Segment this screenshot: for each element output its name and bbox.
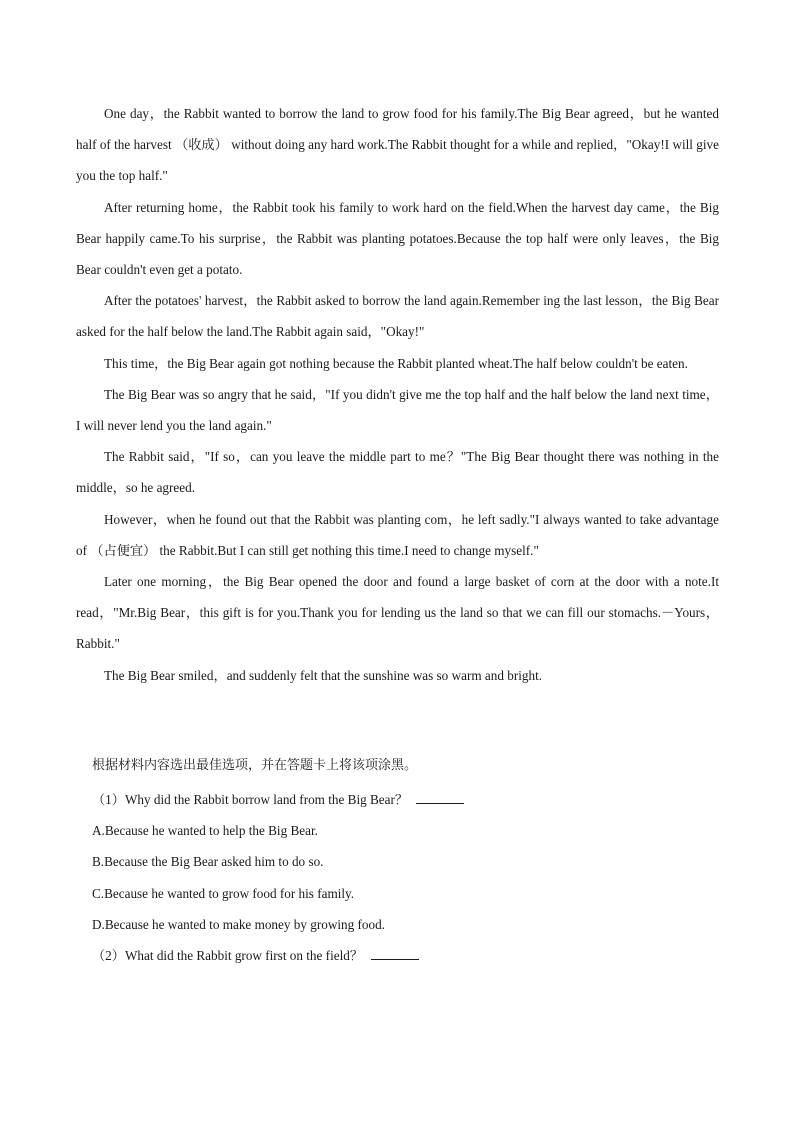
passage-paragraph-5: The Big Bear was so angry that he said，"If you didn't give me the top half and the half below the land next time，I will never lend you the land again." [76, 386, 719, 434]
question-instruction: 根据材料内容选出最佳选项，并在答题卡上将该项涂黑。 [92, 758, 418, 773]
question-1 [92, 784, 712, 815]
passage-paragraph-8: Later one morning，the Big Bear opened the door and found a large basket of corn at the door with a note.It read，"Mr.Big Bear，this gift is for you.Thank you for lending us the land so that we can fill our stomachs.－Yours，Rabbit." [76, 574, 719, 652]
reading-passage [76, 98, 719, 691]
question-1-option-a[interactable]: A.Because he wanted to help the Big Bear. [92, 823, 318, 839]
passage-paragraph-7: However，when he found out that the Rabbit was planting com，he left sadly."I always wanted to take advantage of （占便宜） the Rabbit.But I can still get nothing this time.I need to change myself." [76, 511, 719, 558]
passage-paragraph-6: The Rabbit said，"If so，can you leave the middle part to me？"The Big Bear thought there was nothing in the middle，so he agreed. [76, 449, 719, 496]
question-1-stem: （1）Why did the Rabbit borrow land from the Big Bear？ [92, 792, 409, 807]
passage-paragraph-4: This time，the Big Bear again got nothing because the Rabbit planted wheat.The half below couldn't be eaten. [104, 355, 688, 371]
passage-paragraph-1: One day，the Rabbit wanted to borrow the land to grow food for his family.The Big Bear agreed，but he wanted half of the harvest （收成） without doing any hard work.The Rabbit thought for a while and replied，"Okay!I will give you the top half." [76, 106, 719, 184]
passage-paragraph-3: After the potatoes' harvest，the Rabbit asked to borrow the land again.Remember ing the last lesson，the Big Bear asked for the half below the land.The Rabbit again said，"Okay!" [76, 293, 719, 340]
question-list [92, 784, 712, 971]
question-2-stem: （2）What did the Rabbit grow first on the field？ [92, 948, 364, 964]
question-2 [92, 940, 712, 971]
answer-blank-2[interactable] [371, 946, 419, 960]
question-1-option-d[interactable]: D.Because he wanted to make money by growing food. [92, 916, 385, 932]
passage-paragraph-9: The Big Bear smiled，and suddenly felt that the sunshine was so warm and bright. [104, 667, 543, 683]
answer-blank-1[interactable] [416, 790, 464, 804]
passage-paragraph-2: After returning home，the Rabbit took his family to work hard on the field.When the harvest day came，the Big Bear happily came.To his surprise，the Rabbit was planting potatoes.Because the top half were only leaves，the Big Bear couldn't even get a potato. [76, 199, 719, 278]
question-1-option-c[interactable]: C.Because he wanted to grow food for his family. [92, 885, 355, 901]
question-1-option-b[interactable]: B.Because the Big Bear asked him to do so. [92, 854, 324, 870]
